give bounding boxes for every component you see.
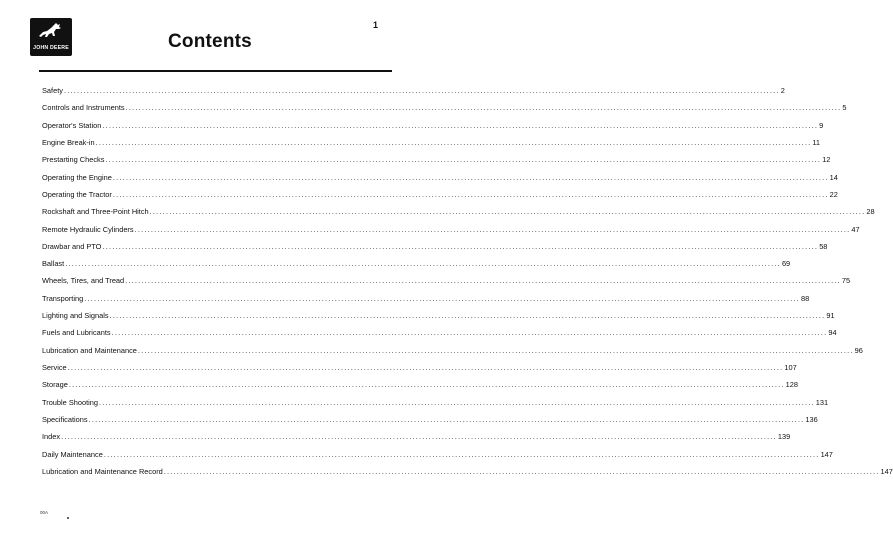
dot-leader: ............................................................................................................................................................................................................................	[102, 241, 819, 251]
john-deere-logo	[30, 18, 72, 56]
toc-entry-title: Operating the Engine	[42, 172, 112, 182]
dot-leader: ............................................................................................................................................................................................................................	[68, 380, 785, 390]
toc-entry-page: 131	[815, 397, 829, 407]
toc-entry-page: 28	[866, 207, 875, 217]
toc-entry-page: 47	[851, 224, 860, 234]
toc-entry-title: Safety	[42, 86, 63, 95]
title-divider	[39, 70, 392, 72]
toc-entry	[42, 379, 798, 391]
dot-leader: ............................................................................................................................................................................................................................	[103, 449, 820, 459]
toc-entry-page: 75	[841, 276, 851, 286]
toc-entry-title: Drawbar and PTO	[42, 241, 102, 251]
toc-entry	[42, 310, 835, 322]
toc-entry-title: Ballast	[42, 259, 65, 269]
dot-leader: ............................................................................................................................................................................................................................	[88, 414, 805, 424]
toc-entry	[42, 275, 851, 287]
toc-entry-title: Rockshaft and Three-Point Hitch	[42, 207, 149, 217]
dot-leader: ............................................................................................................................................................................................................................	[99, 397, 815, 407]
toc-entry-page: 5	[842, 103, 847, 113]
toc-entry-title: Operator's Station	[42, 120, 102, 130]
toc-entry	[42, 293, 810, 305]
dot-leader: ............................................................................................................................................................................................................................	[163, 466, 880, 476]
document-code: 00A	[40, 510, 49, 515]
toc-entry	[42, 327, 837, 339]
toc-entry	[42, 154, 831, 166]
toc-entry	[42, 102, 847, 114]
toc-entry	[42, 397, 829, 409]
toc-entry	[42, 85, 785, 97]
toc-entry-title: Lubrication and Maintenance Record	[42, 466, 163, 476]
toc-entry-title: Engine Break-in	[42, 137, 95, 147]
toc-entry-title: Trouble Shooting	[42, 397, 99, 407]
toc-entry-page: 91	[826, 311, 835, 321]
toc-entry-page: 96	[854, 345, 863, 355]
toc-entry-title: Fuels and Lubricants	[42, 328, 111, 338]
toc-entry	[42, 206, 875, 218]
toc-entry-title: Lighting and Signals	[42, 311, 109, 321]
dot-leader: ............................................................................................................................................................................................................................	[112, 189, 829, 199]
page-title: Contents	[168, 31, 252, 52]
toc-entry-page: 139	[777, 432, 791, 442]
toc-entry-title: Operating the Tractor	[42, 189, 112, 199]
toc-entry	[42, 345, 863, 357]
toc-entry	[42, 189, 838, 201]
toc-entry-title: Lubrication and Maintenance	[42, 345, 137, 355]
footer-mark	[67, 517, 69, 519]
toc-entry	[42, 224, 860, 236]
toc-entry-title: Wheels, Tires, and Tread	[42, 276, 125, 286]
toc-entry-page: 22	[829, 189, 838, 199]
toc-entry	[42, 258, 791, 270]
dot-leader: ............................................................................................................................................................................................................................	[67, 363, 784, 372]
toc-entry-title: Service	[42, 363, 67, 372]
toc-entry-page: 128	[785, 380, 798, 390]
dot-leader: ............................................................................................................................................................................................................................	[134, 224, 851, 234]
toc-entry-page: 69	[781, 259, 791, 269]
toc-entry	[42, 449, 833, 461]
toc-entry	[42, 241, 828, 253]
toc-entry-page: 147	[820, 449, 833, 459]
dot-leader: ............................................................................................................................................................................................................................	[112, 172, 829, 182]
dot-leader: ............................................................................................................................................................................................................................	[95, 137, 812, 147]
toc-entry	[42, 466, 893, 478]
toc-entry	[42, 362, 797, 374]
logo-text: JOHN DEERE	[33, 45, 69, 51]
dot-leader: ............................................................................................................................................................................................................................	[84, 293, 800, 303]
toc-entry-title: Prestarting Checks	[42, 155, 105, 165]
table-of-contents	[42, 85, 893, 478]
dot-leader: ............................................................................................................................................................................................................................	[137, 345, 854, 355]
dot-leader: ............................................................................................................................................................................................................................	[149, 207, 866, 217]
toc-entry-title: Index	[42, 432, 61, 442]
toc-entry	[42, 172, 838, 184]
toc-entry-title: Transporting	[42, 293, 84, 303]
toc-entry-title: Remote Hydraulic Cylinders	[42, 224, 134, 234]
toc-entry-page: 107	[784, 363, 797, 372]
toc-entry-page: 14	[829, 172, 838, 182]
toc-entry-page: 2	[780, 86, 785, 95]
dot-leader: ............................................................................................................................................................................................................................	[105, 155, 822, 165]
dot-leader: ............................................................................................................................................................................................................................	[125, 103, 842, 113]
toc-entry-page: 136	[805, 414, 818, 424]
toc-entry-title: Controls and Instruments	[42, 103, 125, 113]
dot-leader: ............................................................................................................................................................................................................................	[65, 259, 781, 269]
deer-icon	[37, 22, 65, 42]
toc-entry	[42, 120, 824, 132]
dot-leader: ............................................................................................................................................................................................................................	[63, 86, 780, 95]
page-number: 1	[373, 20, 379, 30]
toc-entry-page: 12	[822, 155, 831, 165]
toc-entry	[42, 431, 791, 443]
toc-entry-page: 58	[819, 241, 828, 251]
dot-leader: ............................................................................................................................................................................................................................	[125, 276, 841, 286]
toc-entry-page: 11	[812, 137, 821, 147]
toc-entry	[42, 414, 818, 426]
toc-entry-title: Daily Maintenance	[42, 449, 103, 459]
toc-entry-title: Specifications	[42, 414, 88, 424]
toc-entry-title: Storage	[42, 380, 68, 390]
dot-leader: ............................................................................................................................................................................................................................	[102, 120, 819, 130]
dot-leader: ............................................................................................................................................................................................................................	[111, 328, 828, 338]
toc-entry-page: 9	[819, 120, 824, 130]
dot-leader: ............................................................................................................................................................................................................................	[109, 311, 826, 321]
toc-entry-page: 88	[800, 293, 810, 303]
toc-entry-page: 94	[828, 328, 837, 338]
toc-entry	[42, 137, 821, 149]
dot-leader: ............................................................................................................................................................................................................................	[61, 432, 777, 442]
toc-entry-page: 147	[880, 466, 893, 476]
